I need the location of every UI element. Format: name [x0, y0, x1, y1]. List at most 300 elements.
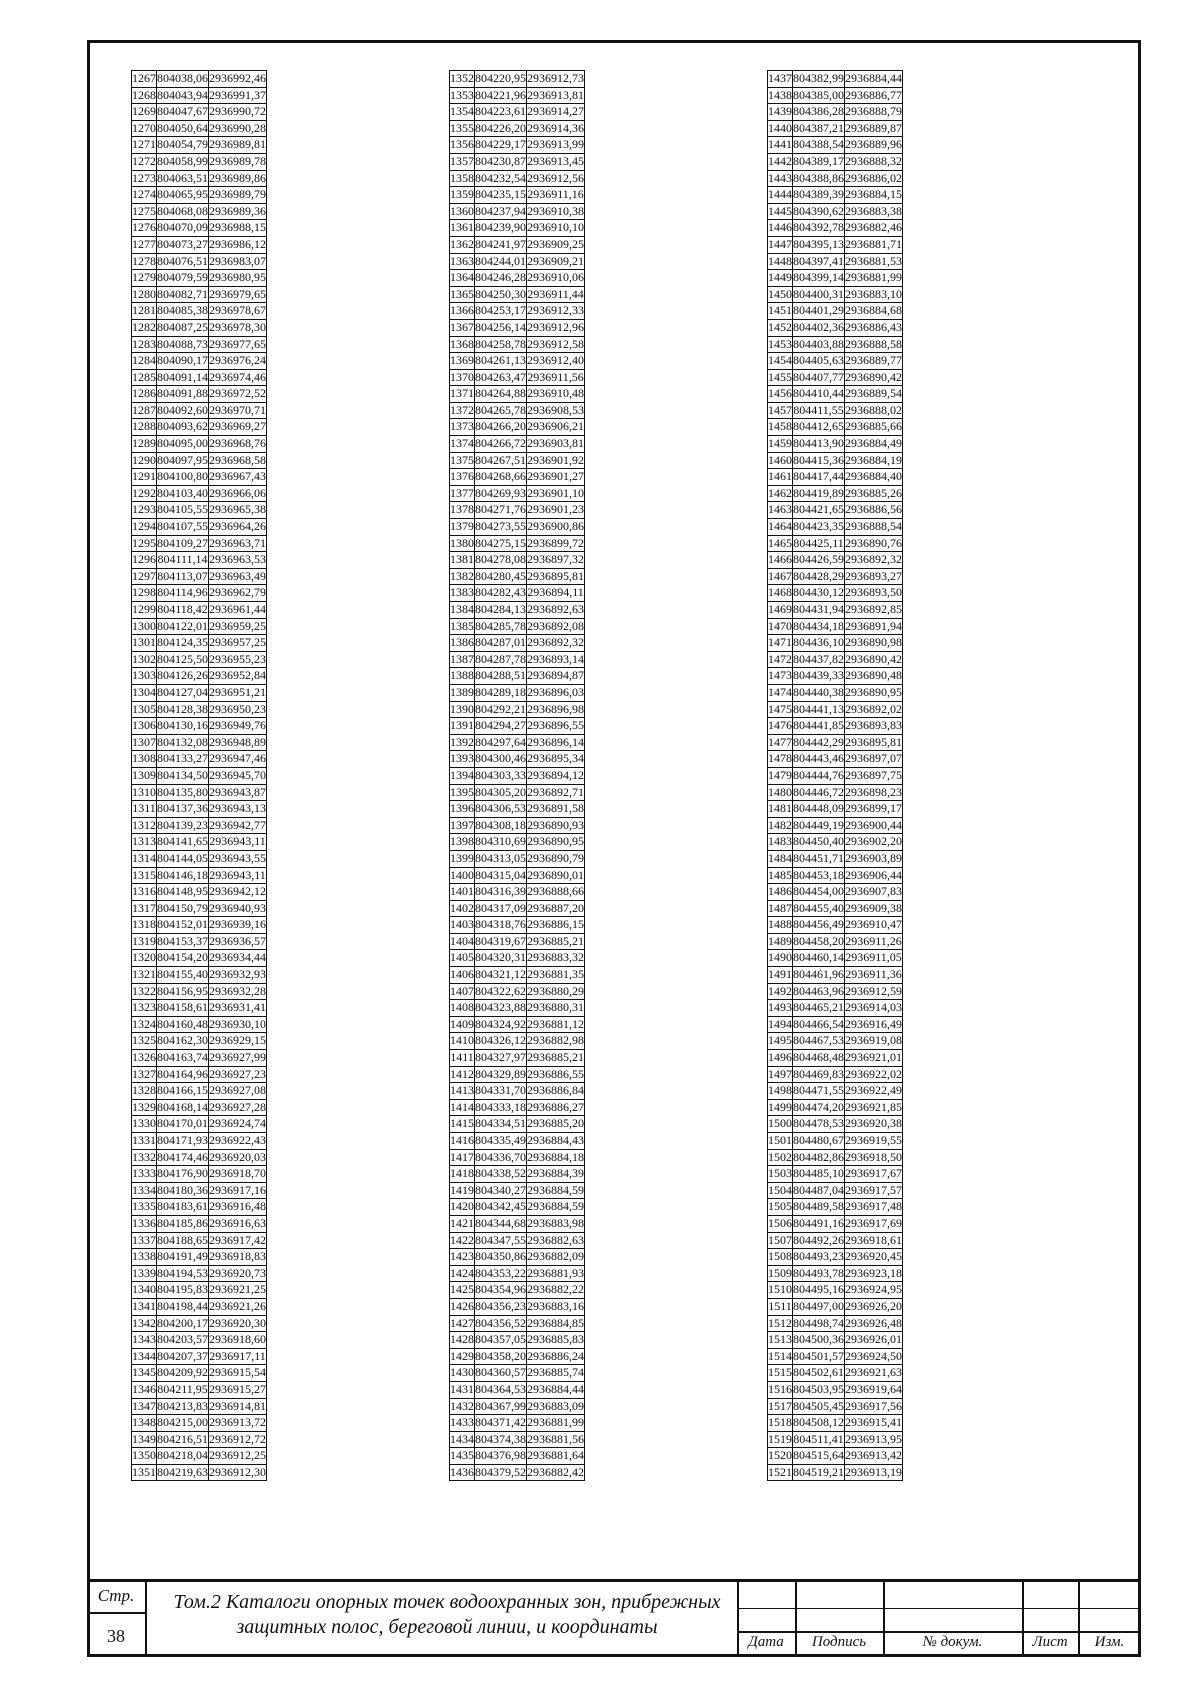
coordinate-x: 804278,08 — [475, 552, 527, 569]
point-number: 1354 — [450, 104, 475, 121]
coordinate-y: 2936990,28 — [209, 120, 267, 137]
point-number: 1336 — [132, 1215, 157, 1232]
coordinate-y: 2936964,26 — [209, 519, 267, 536]
coordinate-x: 804385,00 — [793, 87, 845, 104]
coordinate-y: 2936885,74 — [527, 1365, 585, 1382]
point-number: 1500 — [768, 1116, 793, 1133]
coordinate-x: 804474,20 — [793, 1099, 845, 1116]
point-number: 1475 — [768, 701, 793, 718]
table-row — [132, 718, 267, 735]
table-row — [450, 751, 585, 768]
table-row — [768, 817, 903, 834]
point-number: 1416 — [450, 1133, 475, 1150]
coordinate-x: 804065,95 — [157, 187, 209, 204]
coordinate-y: 2936959,25 — [209, 618, 267, 635]
coordinate-y: 2936882,63 — [527, 1232, 585, 1249]
coordinate-x: 804079,59 — [157, 270, 209, 287]
coordinate-y: 2936957,25 — [209, 635, 267, 652]
point-number: 1310 — [132, 784, 157, 801]
table-row — [768, 884, 903, 901]
coordinate-x: 804450,40 — [793, 834, 845, 851]
table-row — [132, 917, 267, 934]
coordinate-y: 2936912,25 — [209, 1448, 267, 1465]
table-row — [132, 187, 267, 204]
table-row — [768, 1050, 903, 1067]
point-number: 1505 — [768, 1199, 793, 1216]
table-row — [132, 983, 267, 1000]
coordinate-y: 2936884,15 — [845, 187, 903, 204]
coordinate-y: 2936884,40 — [845, 469, 903, 486]
coordinate-y: 2936899,72 — [527, 535, 585, 552]
table-row — [132, 1083, 267, 1100]
point-number: 1346 — [132, 1381, 157, 1398]
coordinate-x: 804264,88 — [475, 386, 527, 403]
coordinate-x: 804319,67 — [475, 933, 527, 950]
coordinate-x: 804148,95 — [157, 884, 209, 901]
table-row — [450, 319, 585, 336]
coordinate-x: 804482,86 — [793, 1149, 845, 1166]
coordinate-y: 2936891,58 — [527, 801, 585, 818]
table-row — [450, 485, 585, 502]
table-row — [450, 469, 585, 486]
table-row — [132, 1016, 267, 1033]
point-number: 1428 — [450, 1332, 475, 1349]
coordinate-x: 804207,37 — [157, 1348, 209, 1365]
point-number: 1394 — [450, 767, 475, 784]
table-row — [450, 1149, 585, 1166]
coordinate-x: 804498,74 — [793, 1315, 845, 1332]
coordinate-y: 2936911,16 — [527, 187, 585, 204]
coordinate-y: 2936888,79 — [845, 104, 903, 121]
table-row — [132, 734, 267, 751]
coordinate-y: 2936907,83 — [845, 884, 903, 901]
point-number: 1418 — [450, 1166, 475, 1183]
point-number: 1509 — [768, 1265, 793, 1282]
table-row — [132, 668, 267, 685]
table-row — [768, 153, 903, 170]
coordinate-x: 804335,49 — [475, 1133, 527, 1150]
coordinate-y: 2936892,85 — [845, 602, 903, 619]
coordinate-y: 2936892,08 — [527, 618, 585, 635]
table-row — [768, 1182, 903, 1199]
point-number: 1503 — [768, 1166, 793, 1183]
coordinate-x: 804437,82 — [793, 651, 845, 668]
point-number: 1281 — [132, 303, 157, 320]
coordinate-y: 2936881,99 — [845, 270, 903, 287]
coordinate-y: 2936881,71 — [845, 236, 903, 253]
coordinate-y: 2936909,38 — [845, 900, 903, 917]
point-number: 1305 — [132, 701, 157, 718]
point-number: 1304 — [132, 684, 157, 701]
table-row — [450, 884, 585, 901]
coordinate-y: 2936913,95 — [845, 1431, 903, 1448]
coordinate-y: 2936916,49 — [845, 1016, 903, 1033]
point-number: 1340 — [132, 1282, 157, 1299]
coordinate-x: 804354,96 — [475, 1282, 527, 1299]
coordinate-x: 804122,01 — [157, 618, 209, 635]
coordinate-x: 804413,90 — [793, 436, 845, 453]
coordinate-x: 804263,47 — [475, 369, 527, 386]
table-row — [132, 502, 267, 519]
table-row — [132, 684, 267, 701]
point-number: 1316 — [132, 884, 157, 901]
coordinate-y: 2936910,48 — [527, 386, 585, 403]
coordinate-y: 2936920,30 — [209, 1315, 267, 1332]
coordinate-x: 804073,27 — [157, 236, 209, 253]
coordinate-x: 804191,49 — [157, 1249, 209, 1266]
coordinate-x: 804430,12 — [793, 585, 845, 602]
table-row — [768, 1315, 903, 1332]
point-number: 1378 — [450, 502, 475, 519]
table-row — [450, 1282, 585, 1299]
coordinate-x: 804070,09 — [157, 220, 209, 237]
coordinate-x: 804185,86 — [157, 1215, 209, 1232]
coordinate-x: 804360,57 — [475, 1365, 527, 1382]
point-number: 1306 — [132, 718, 157, 735]
coordinate-y: 2936892,63 — [527, 602, 585, 619]
coordinate-x: 804329,89 — [475, 1066, 527, 1083]
table-row — [768, 552, 903, 569]
coordinate-y: 2936955,23 — [209, 651, 267, 668]
coordinate-x: 804357,05 — [475, 1332, 527, 1349]
coordinate-y: 2936917,48 — [845, 1199, 903, 1216]
table-row — [450, 701, 585, 718]
point-number: 1463 — [768, 502, 793, 519]
coordinate-x: 804386,28 — [793, 104, 845, 121]
point-number: 1377 — [450, 485, 475, 502]
point-number: 1277 — [132, 236, 157, 253]
coordinate-y: 2936906,21 — [527, 419, 585, 436]
coordinate-x: 804392,78 — [793, 220, 845, 237]
coordinate-y: 2936963,71 — [209, 535, 267, 552]
coordinate-y: 2936918,60 — [209, 1332, 267, 1349]
coordinate-y: 2936927,08 — [209, 1083, 267, 1100]
point-number: 1335 — [132, 1199, 157, 1216]
coordinate-x: 804466,54 — [793, 1016, 845, 1033]
point-number: 1427 — [450, 1315, 475, 1332]
point-number: 1324 — [132, 1016, 157, 1033]
point-number: 1491 — [768, 967, 793, 984]
point-number: 1293 — [132, 502, 157, 519]
point-number: 1396 — [450, 801, 475, 818]
table-row — [768, 1398, 903, 1415]
point-number: 1355 — [450, 120, 475, 137]
coordinate-x: 804088,73 — [157, 336, 209, 353]
coordinate-x: 804342,45 — [475, 1199, 527, 1216]
coordinate-y: 2936922,02 — [845, 1066, 903, 1083]
point-number: 1290 — [132, 452, 157, 469]
change-label: Изм. — [1094, 1634, 1125, 1650]
coordinate-x: 804105,55 — [157, 502, 209, 519]
table-row — [768, 303, 903, 320]
point-number: 1356 — [450, 137, 475, 154]
table-row — [768, 1282, 903, 1299]
coordinate-x: 804448,09 — [793, 801, 845, 818]
table-row — [132, 1265, 267, 1282]
point-number: 1341 — [132, 1298, 157, 1315]
table-row — [768, 1415, 903, 1432]
coordinate-y: 2936974,46 — [209, 369, 267, 386]
table-row — [450, 568, 585, 585]
coordinate-x: 804485,10 — [793, 1166, 845, 1183]
point-number: 1434 — [450, 1431, 475, 1448]
coordinate-y: 2936881,56 — [527, 1431, 585, 1448]
coordinate-x: 804324,92 — [475, 1016, 527, 1033]
coordinate-y: 2936978,67 — [209, 303, 267, 320]
table-row — [450, 1365, 585, 1382]
table-row — [768, 651, 903, 668]
point-number: 1457 — [768, 402, 793, 419]
coordinate-x: 804268,66 — [475, 469, 527, 486]
coordinate-x: 804126,26 — [157, 668, 209, 685]
point-number: 1413 — [450, 1083, 475, 1100]
date-label: Дата — [748, 1634, 784, 1650]
table-row — [450, 170, 585, 187]
point-number: 1480 — [768, 784, 793, 801]
table-row — [768, 336, 903, 353]
point-number: 1454 — [768, 353, 793, 370]
coordinate-y: 2936936,57 — [209, 933, 267, 950]
point-number: 1439 — [768, 104, 793, 121]
point-number: 1317 — [132, 900, 157, 917]
table-row — [132, 519, 267, 536]
table-row — [768, 71, 903, 88]
coordinate-y: 2936926,20 — [845, 1298, 903, 1315]
point-number: 1276 — [132, 220, 157, 237]
coordinate-y: 2936972,52 — [209, 386, 267, 403]
table-row — [450, 668, 585, 685]
table-row — [450, 602, 585, 619]
coordinate-y: 2936882,46 — [845, 220, 903, 237]
coordinate-x: 804428,29 — [793, 568, 845, 585]
table-row — [450, 1431, 585, 1448]
coordinate-y: 2936917,42 — [209, 1232, 267, 1249]
point-number: 1384 — [450, 602, 475, 619]
coordinate-y: 2936947,46 — [209, 751, 267, 768]
table-row — [132, 270, 267, 287]
point-number: 1442 — [768, 153, 793, 170]
coordinate-y: 2936921,63 — [845, 1365, 903, 1382]
coordinate-x: 804050,64 — [157, 120, 209, 137]
table-row — [450, 585, 585, 602]
point-number: 1385 — [450, 618, 475, 635]
table-row — [768, 585, 903, 602]
point-number: 1490 — [768, 950, 793, 967]
coordinate-y: 2936978,30 — [209, 319, 267, 336]
point-number: 1462 — [768, 485, 793, 502]
point-number: 1295 — [132, 535, 157, 552]
point-number: 1283 — [132, 336, 157, 353]
coordinate-x: 804174,46 — [157, 1149, 209, 1166]
coordinate-y: 2936884,39 — [527, 1166, 585, 1183]
coordinate-x: 804203,57 — [157, 1332, 209, 1349]
title-block — [87, 1579, 1141, 1657]
table-row — [450, 1050, 585, 1067]
coordinate-y: 2936926,01 — [845, 1332, 903, 1349]
coordinate-y: 2936883,32 — [527, 950, 585, 967]
point-number: 1510 — [768, 1282, 793, 1299]
table-row — [450, 1182, 585, 1199]
coordinate-y: 2936890,93 — [527, 817, 585, 834]
point-number: 1432 — [450, 1398, 475, 1415]
coordinate-x: 804235,15 — [475, 187, 527, 204]
coordinate-y: 2936950,23 — [209, 701, 267, 718]
point-number: 1410 — [450, 1033, 475, 1050]
coordinate-y: 2936892,02 — [845, 701, 903, 718]
point-number: 1298 — [132, 585, 157, 602]
coordinate-y: 2936913,45 — [527, 153, 585, 170]
table-row — [450, 402, 585, 419]
table-row — [132, 253, 267, 270]
point-number: 1483 — [768, 834, 793, 851]
coordinate-x: 804215,00 — [157, 1415, 209, 1432]
point-number: 1347 — [132, 1398, 157, 1415]
point-number: 1390 — [450, 701, 475, 718]
coordinate-x: 804515,64 — [793, 1448, 845, 1465]
point-number: 1402 — [450, 900, 475, 917]
point-number: 1406 — [450, 967, 475, 984]
table-row — [132, 767, 267, 784]
point-number: 1275 — [132, 203, 157, 220]
coordinate-y: 2936939,16 — [209, 917, 267, 934]
coordinate-y: 2936913,99 — [527, 137, 585, 154]
coordinate-x: 804135,80 — [157, 784, 209, 801]
point-number: 1445 — [768, 203, 793, 220]
coordinate-y: 2936884,18 — [527, 1149, 585, 1166]
coordinate-x: 804467,53 — [793, 1033, 845, 1050]
coordinate-x: 804321,12 — [475, 967, 527, 984]
table-row — [450, 519, 585, 536]
coordinate-y: 2936989,81 — [209, 137, 267, 154]
point-number: 1371 — [450, 386, 475, 403]
coordinate-x: 804389,17 — [793, 153, 845, 170]
coordinate-y: 2936893,27 — [845, 568, 903, 585]
point-number: 1449 — [768, 270, 793, 287]
coordinate-table-1 — [131, 70, 267, 1481]
coordinate-y: 2936910,47 — [845, 917, 903, 934]
coordinate-y: 2936951,21 — [209, 684, 267, 701]
coordinate-y: 2936881,12 — [527, 1016, 585, 1033]
coordinate-x: 804223,61 — [475, 104, 527, 121]
point-number: 1393 — [450, 751, 475, 768]
point-number: 1349 — [132, 1431, 157, 1448]
coordinate-y: 2936942,12 — [209, 884, 267, 901]
table-row — [768, 1464, 903, 1481]
coordinate-y: 2936943,55 — [209, 850, 267, 867]
point-number: 1325 — [132, 1033, 157, 1050]
coordinate-x: 804180,36 — [157, 1182, 209, 1199]
coordinate-y: 2936901,27 — [527, 469, 585, 486]
table-row — [132, 1033, 267, 1050]
table-row — [450, 1000, 585, 1017]
coordinate-x: 804287,01 — [475, 635, 527, 652]
table-row — [132, 1099, 267, 1116]
point-number: 1471 — [768, 635, 793, 652]
table-row — [768, 701, 903, 718]
table-row — [768, 236, 903, 253]
coordinate-x: 804338,52 — [475, 1166, 527, 1183]
coordinate-x: 804232,54 — [475, 170, 527, 187]
coordinate-y: 2936885,21 — [527, 933, 585, 950]
coordinate-y: 2936962,79 — [209, 585, 267, 602]
coordinate-x: 804323,88 — [475, 1000, 527, 1017]
point-number: 1431 — [450, 1381, 475, 1398]
point-number: 1448 — [768, 253, 793, 270]
coordinate-y: 2936897,32 — [527, 552, 585, 569]
coordinate-y: 2936920,03 — [209, 1149, 267, 1166]
coordinate-x: 804164,96 — [157, 1066, 209, 1083]
coordinate-y: 2936893,14 — [527, 651, 585, 668]
table-row — [450, 270, 585, 287]
coordinate-x: 804347,55 — [475, 1232, 527, 1249]
coordinate-x: 804267,51 — [475, 452, 527, 469]
coordinate-x: 804454,00 — [793, 884, 845, 901]
table-row — [450, 1066, 585, 1083]
table-row — [132, 1332, 267, 1349]
table-row — [450, 1099, 585, 1116]
point-number: 1353 — [450, 87, 475, 104]
point-number: 1506 — [768, 1215, 793, 1232]
point-number: 1280 — [132, 286, 157, 303]
table-row — [768, 220, 903, 237]
coordinate-x: 804160,48 — [157, 1016, 209, 1033]
coordinate-y: 2936893,50 — [845, 585, 903, 602]
coordinate-y: 2936919,08 — [845, 1033, 903, 1050]
table-row — [450, 535, 585, 552]
point-number: 1518 — [768, 1415, 793, 1432]
point-number: 1289 — [132, 436, 157, 453]
point-number: 1464 — [768, 519, 793, 536]
coordinate-y: 2936903,89 — [845, 850, 903, 867]
document-number-label: № докум. — [922, 1634, 983, 1650]
coordinate-y: 2936892,71 — [527, 784, 585, 801]
point-number: 1272 — [132, 153, 157, 170]
coordinate-x: 804166,15 — [157, 1083, 209, 1100]
table-row — [768, 602, 903, 619]
coordinate-x: 804195,83 — [157, 1282, 209, 1299]
table-row — [768, 319, 903, 336]
coordinate-x: 804356,52 — [475, 1315, 527, 1332]
coordinate-y: 2936961,44 — [209, 602, 267, 619]
coordinate-y: 2936900,44 — [845, 817, 903, 834]
coordinate-y: 2936886,77 — [845, 87, 903, 104]
table-row — [768, 1000, 903, 1017]
coordinate-y: 2936940,93 — [209, 900, 267, 917]
point-number: 1309 — [132, 767, 157, 784]
point-number: 1334 — [132, 1182, 157, 1199]
point-number: 1308 — [132, 751, 157, 768]
point-number: 1303 — [132, 668, 157, 685]
point-number: 1517 — [768, 1398, 793, 1415]
table-row — [132, 71, 267, 88]
table-row — [132, 1050, 267, 1067]
point-number: 1479 — [768, 767, 793, 784]
point-number: 1499 — [768, 1099, 793, 1116]
point-number: 1489 — [768, 933, 793, 950]
coordinate-x: 804358,20 — [475, 1348, 527, 1365]
table-row — [132, 1166, 267, 1183]
coordinate-x: 804109,27 — [157, 535, 209, 552]
coordinate-y: 2936897,07 — [845, 751, 903, 768]
coordinate-y: 2936880,29 — [527, 983, 585, 1000]
point-number: 1278 — [132, 253, 157, 270]
coordinate-y: 2936915,41 — [845, 1415, 903, 1432]
coordinate-y: 2936908,53 — [527, 402, 585, 419]
table-row — [768, 900, 903, 917]
point-number: 1374 — [450, 436, 475, 453]
table-row — [132, 602, 267, 619]
coordinate-y: 2936917,11 — [209, 1348, 267, 1365]
